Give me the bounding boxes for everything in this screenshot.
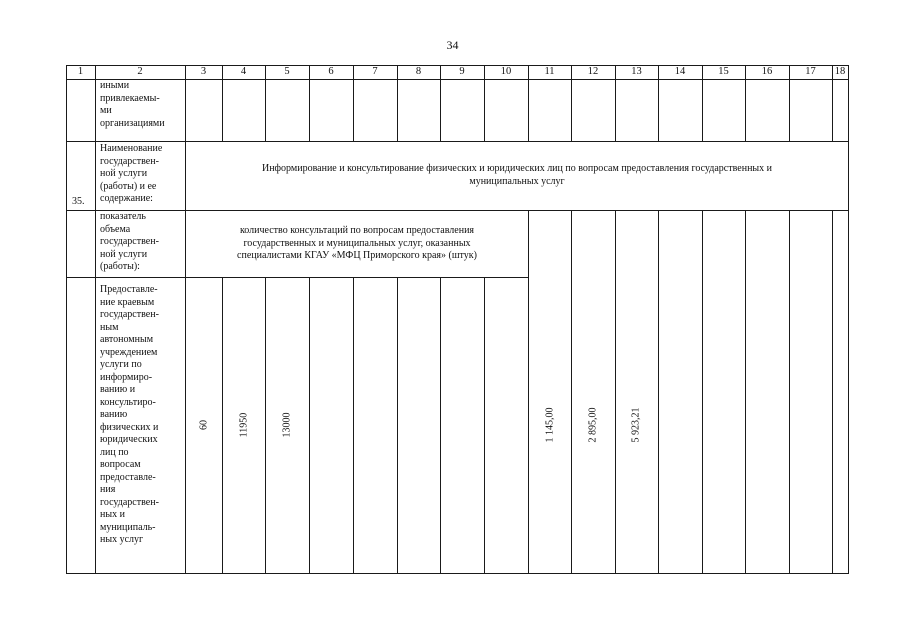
rule-col-3 (185, 65, 186, 574)
volume-indicator: количество консультаций по вопросам предоставления государственных и муниципальных услуг, оказанных специалистами КГАУ «МФЦ Приморского края» (штук) (237, 225, 477, 261)
rule-col-16b (745, 210, 746, 574)
header-cell: 17 (805, 66, 816, 77)
rule-row-a (66, 141, 849, 142)
rule-col-5b (265, 277, 266, 574)
rule-col-7b (353, 277, 354, 574)
header-cell: 3 (200, 66, 207, 77)
rule-col-6b (309, 277, 310, 574)
header-cell: 14 (674, 66, 686, 77)
rule-col-18b (832, 210, 833, 574)
header-cell: 7 (372, 66, 378, 77)
rule-col-2 (95, 65, 96, 574)
row-b-description: Наименование государствен- ной услуги (работы) и ее содержание: (100, 143, 163, 204)
row-a-description: иными привлекаемы- ми организациями (100, 80, 165, 129)
rule-bottom (66, 573, 849, 574)
header-cell: 6 (328, 66, 334, 77)
header-cell: 15 (718, 66, 729, 77)
rule-col-12b (571, 210, 572, 574)
header-cell: 18 (834, 66, 846, 77)
value-col-5: 13000 (281, 412, 293, 438)
header-cell: 10 (500, 66, 512, 77)
row-number: 35. (72, 196, 85, 207)
value-col-3: 60 (198, 420, 210, 430)
rule-col-8b (397, 277, 398, 574)
header-cell: 13 (631, 66, 642, 77)
rule-col-17b (789, 210, 790, 574)
row-c-description: показатель объема государствен- ной услуги (работы): (100, 211, 159, 272)
value-col-13: 5 923,21 (630, 407, 642, 443)
header-cell: 12 (587, 66, 599, 77)
header-cell: 2 (137, 66, 143, 77)
rule-col-15b (702, 210, 703, 574)
rule-col-1 (66, 65, 67, 574)
header-cell: 4 (240, 66, 247, 77)
row-d-description: Предоставле- ние краевым государствен- ным автономным учреждением услуги по информиро- ванию и консультиро- ванию физических и юридических лиц по вопросам предоставле- ния государствен- ных и муниципаль- ных услуг (100, 284, 159, 545)
rule-col-10b (484, 277, 485, 574)
header-cell: 9 (459, 66, 465, 77)
header-cell: 1 (77, 66, 84, 77)
service-name: Информирование и консультирование физических и юридических лиц по вопросам предоставления государственных и муниципальных услуг (261, 163, 772, 187)
data-table (66, 65, 849, 574)
value-col-12: 2 895,00 (587, 407, 599, 443)
rule-col-13b (615, 210, 616, 574)
header-cell: 5 (284, 66, 290, 77)
rule-row-c (66, 277, 528, 278)
rule-col-11b (528, 210, 529, 574)
header-cell: 16 (761, 66, 773, 77)
page-number: 34 (446, 38, 459, 52)
header-cell: 8 (415, 66, 422, 77)
rule-right (848, 65, 849, 574)
rule-col-4b (222, 277, 223, 574)
value-col-11: 1 145,00 (544, 407, 556, 443)
rule-col-9b (440, 277, 441, 574)
value-col-4: 11950 (238, 412, 250, 438)
rule-col-14b (658, 210, 659, 574)
header-cell: 11 (544, 66, 555, 77)
